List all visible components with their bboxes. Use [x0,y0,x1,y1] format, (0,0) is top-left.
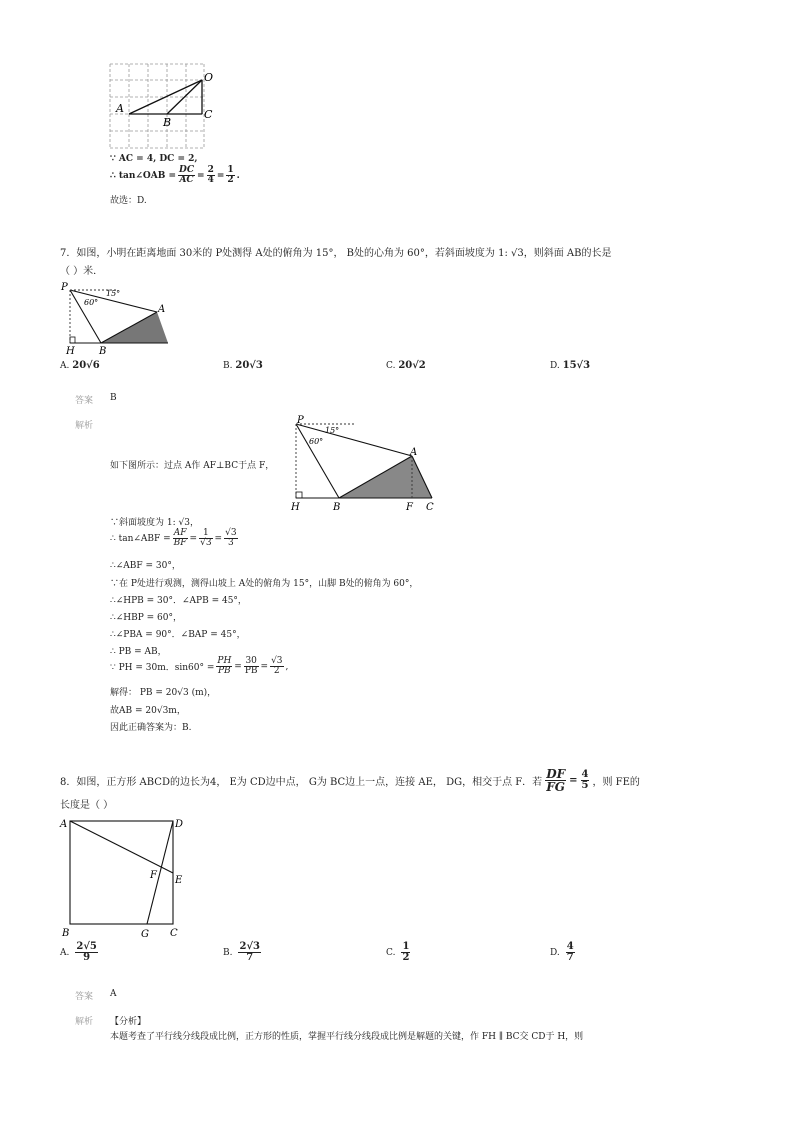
q8-option-c: C. $\frac{1}{2}$ [386,941,410,963]
q8-analysis-tag: 【分析】 [110,1017,147,1027]
q7-step-7: ∴∠PBA = 90°．∠BAP = 45°， [110,630,246,640]
q7-angle-15: 15° [106,289,121,298]
q7-fig2-label-H: H [291,502,300,513]
q7-step-11: 故AB = 20√3m， [110,706,186,716]
q7-label-A: A [158,304,166,315]
q7-answer-label: 答案 [75,396,94,406]
q7-step-12: 因此正确答案为：B. [110,723,192,733]
q7-figure [58,280,178,356]
q8-answer-label: 答案 [75,992,94,1002]
q8-label-D: D [175,819,184,830]
q7-label-H: H [66,346,75,356]
q7-analysis-intro: 如下图所示：过点 A作 AF⊥BC于点 F， [110,461,275,471]
q8-analysis-label: 解析 [75,1017,94,1027]
prev-line1: ∵ AC = 4, DC = 2, [110,154,198,164]
q7-step-1: ∵斜面坡度为 1: √3， [110,518,199,528]
q8-square-figure [56,812,191,942]
q7-fig2-angle-60: 60° [309,437,324,446]
q8-option-a: A. $\frac{2√5}{9}$ [60,941,97,963]
q8-label-E: E [175,875,183,886]
q7-option-d: D. 15√3 [550,360,591,371]
q7-option-a: A. 20√6 [60,360,100,371]
q7-analysis-figure [285,412,445,514]
q7-label-B: B [99,346,107,356]
label-B: B [163,116,172,129]
q7-fig2-label-A: A [410,447,418,458]
q7-step-6: ∴∠HBP = 60°， [110,613,183,623]
q7-fig2-label-B: B [333,502,341,513]
q7-angle-60: 60° [84,298,99,307]
q7-step-4: ∵在 P处进行观测，测得山坡上 A处的俯角为 15°，山脚 B处的俯角为 60°， [110,579,419,589]
prev-line3: 故选：D. [110,196,147,206]
q8-stem-line1: 8．如图，正方形 ABCD的边长为4， E为 CD边中点， G为 BC边上一点，连接 AE， DG，相交于点 F．若 $\frac{DF}{FG}$ = $\frac{4}{5}$ ，则 FE的 [60,767,640,794]
q8-option-b: B. $\frac{2√3}{7}$ [223,941,260,963]
q8-answer: A [110,989,117,999]
q7-label-P: P [61,282,68,293]
q7-option-b: B. 20√3 [223,360,263,371]
q7-option-c: C. 20√2 [386,360,426,371]
q7-step-9: ∵ PH = 30m．sin60° = $\frac{PH}{PB}$ = $\frac{30}{PB}$ = $\frac{√3}{2}$ , [110,656,289,676]
q7-step-5: ∴∠HPB = 30°．∠APB = 45°， [110,596,247,606]
label-O: O [204,71,214,84]
q7-fig2-angle-15: 15° [325,426,340,435]
q7-step-3: ∴∠ABF = 30°， [110,561,181,571]
q7-analysis-label: 解析 [75,421,94,431]
q8-label-F: F [150,870,157,881]
q8-stem-line2: 长度是（ ） [60,800,114,811]
prev-line2: ∴ tan∠OAB = $\frac{DC}{AC}$ = $\frac{2}{4}$ = $\frac{1}{2}$ . [110,165,240,185]
q7-step-8: ∴ PB = AB， [110,647,167,657]
grid-triangle-figure [104,60,224,155]
q7-step-10: 解得： PB = 20√3 (m)， [110,688,217,698]
q7-fig2-label-F: F [406,502,413,513]
q8-label-B: B [62,928,70,939]
q8-analysis-text: 本题考查了平行线分线段成比例，正方形的性质，掌握平行线分线段成比例是解题的关键，作 FH ∥ BC交 CD于 H，则 [110,1032,584,1042]
q8-label-G: G [141,929,149,940]
label-C: C [204,108,213,121]
q7-answer: B [110,393,117,403]
q7-stem-line1: 7．如图，小明在距离地面 30米的 P处测得 A处的俯角为 15°， B处的心角为 60°，若斜面坡度为 1: √3，则斜面 AB的长是 [60,248,612,259]
q7-step-2: ∴ tan∠ABF = $\frac{AF}{BF}$ = $\frac{1}{√3}$ = $\frac{√3}{3}$ [110,528,237,548]
label-A: A [116,102,124,115]
q7-stem-line2: （ ）米． [60,266,104,277]
q8-label-A: A [60,819,68,830]
q7-fig2-label-C: C [426,502,434,513]
q8-label-C: C [170,928,178,939]
q7-fig2-label-P: P [297,415,304,426]
q8-option-d: D. $\frac{4}{7}$ [550,941,574,963]
